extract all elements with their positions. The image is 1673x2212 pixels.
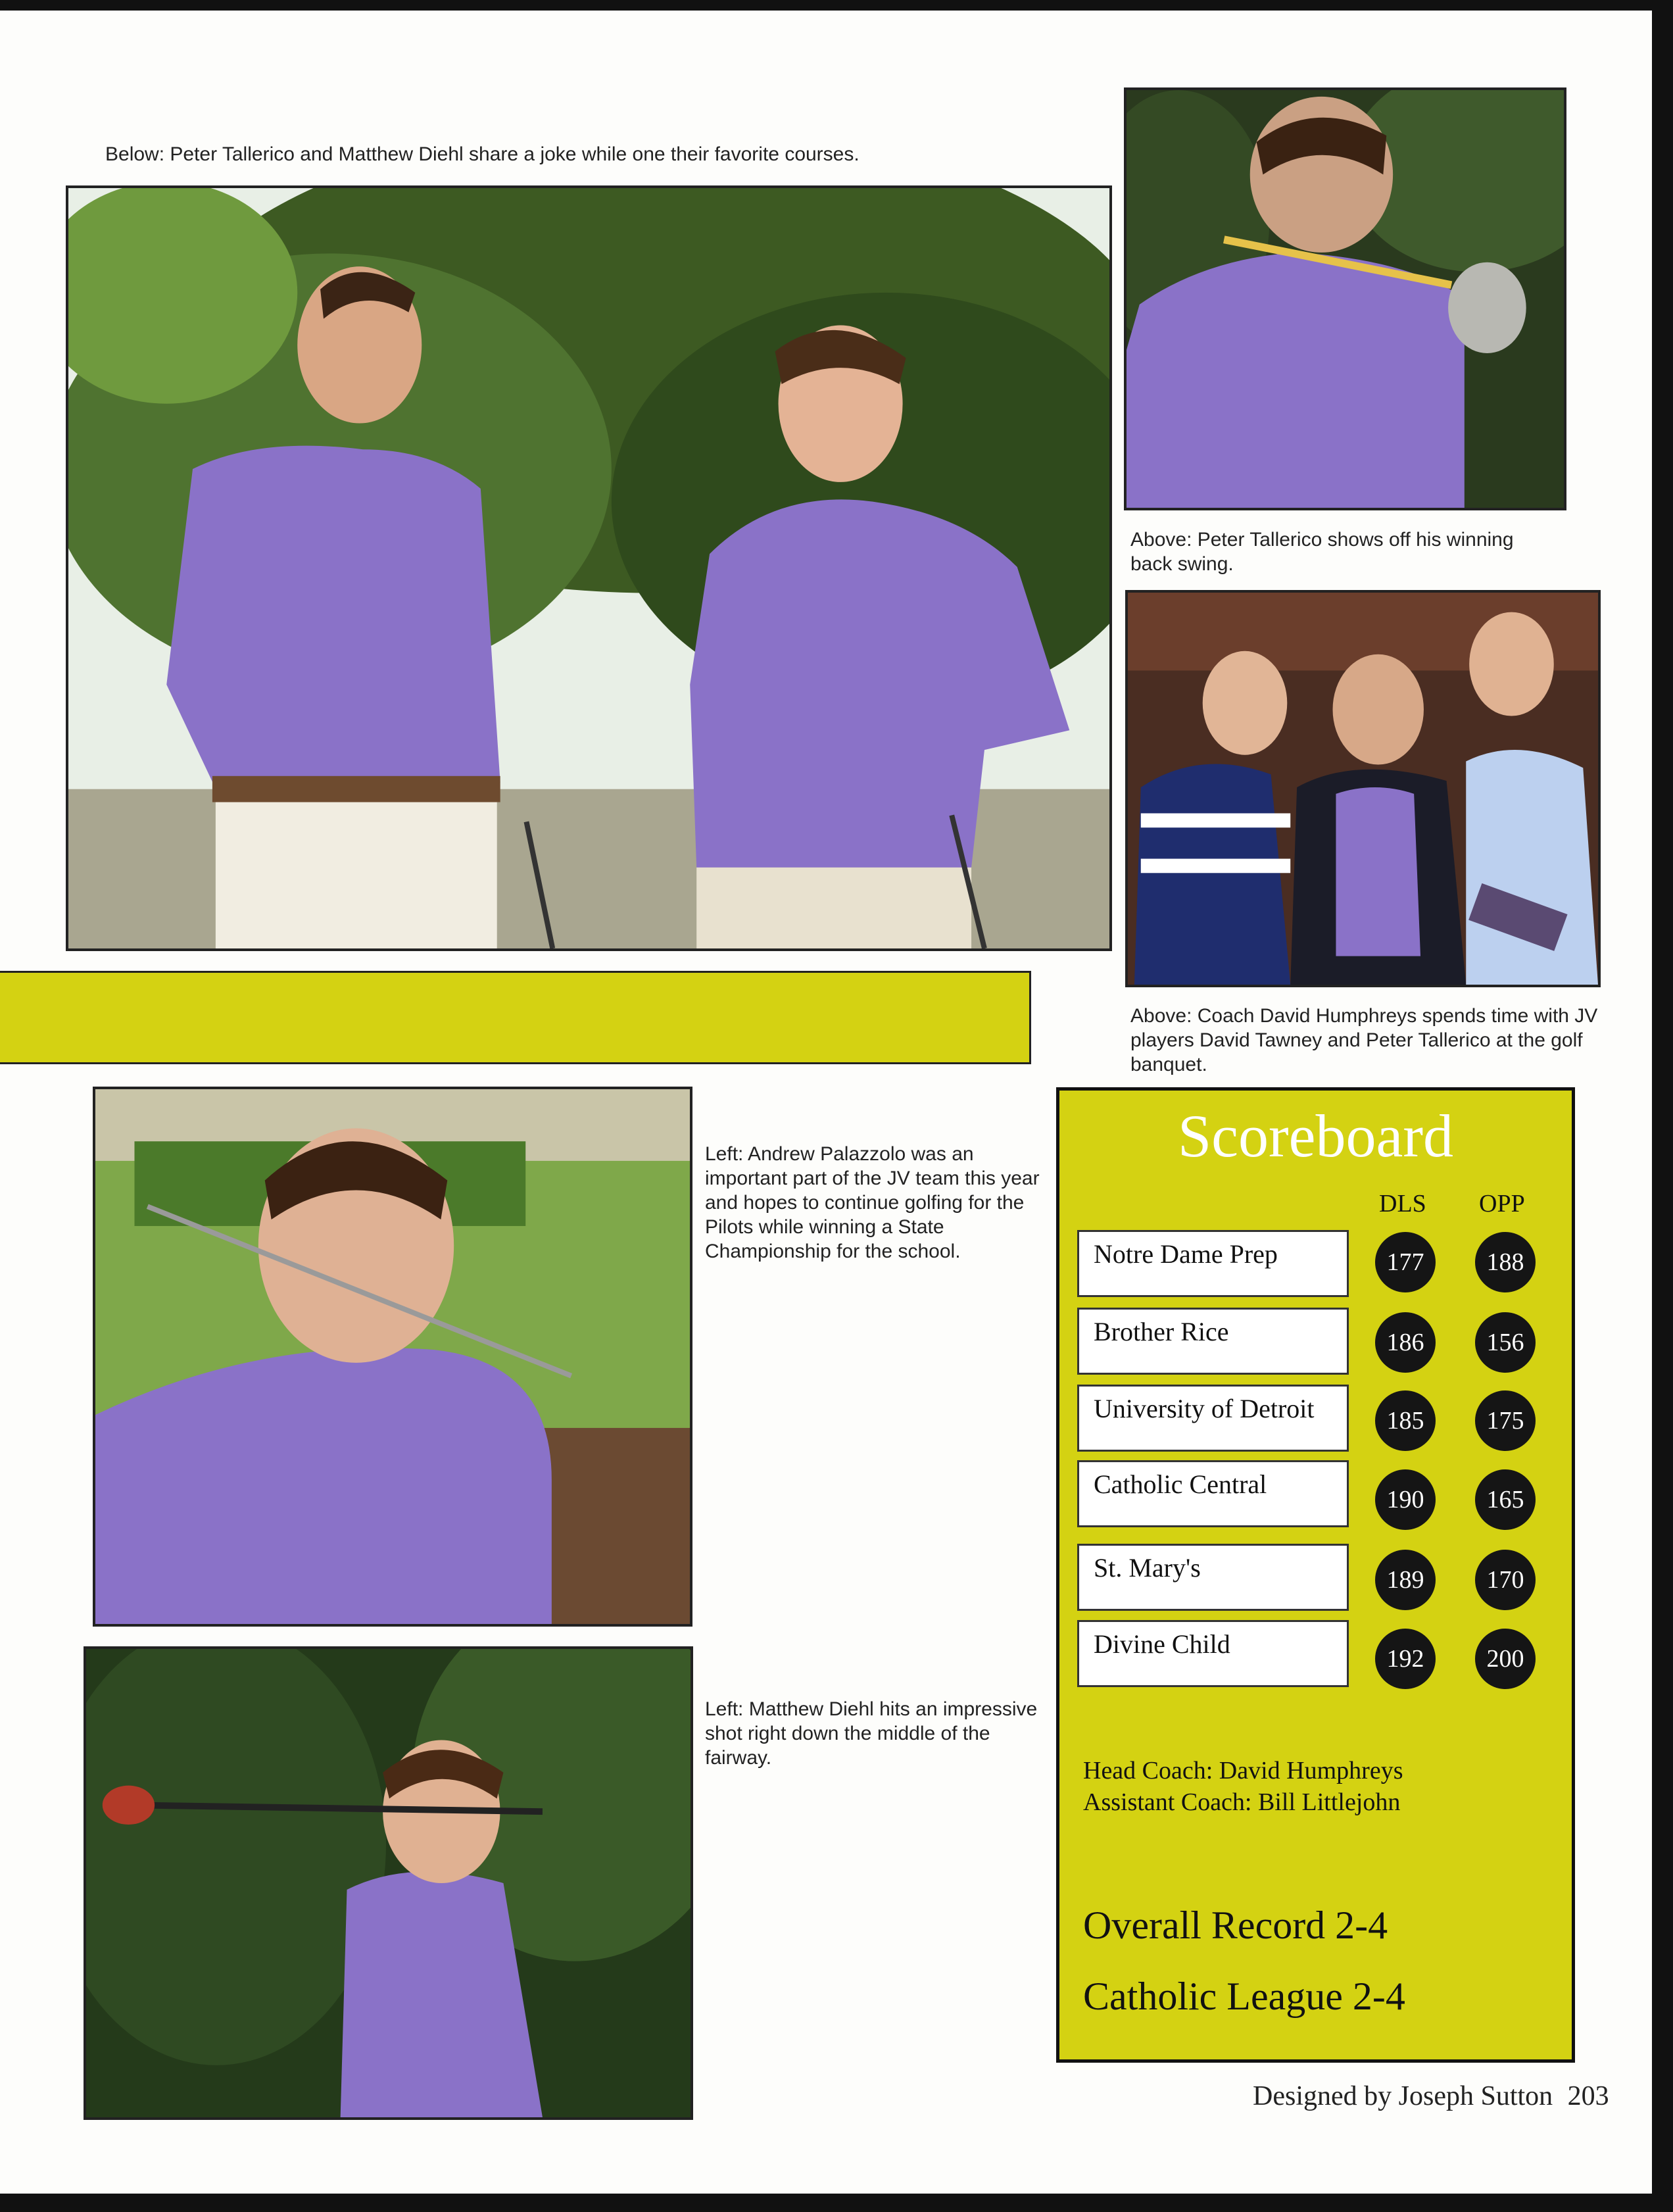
page-border-bottom — [0, 2194, 1673, 2212]
opp-score: 175 — [1475, 1390, 1536, 1451]
caption-matthew-diehl: Left: Matthew Diehl hits an impressive shot right down the middle of the fairway. — [705, 1698, 1038, 1769]
accent-band — [0, 971, 1031, 1064]
column-header-dls: DLS — [1379, 1190, 1426, 1217]
dls-score: 192 — [1375, 1629, 1436, 1689]
opponent-name: Brother Rice — [1077, 1308, 1349, 1375]
page-number: 203 — [1567, 2081, 1609, 2111]
opponent-name: Notre Dame Prep — [1077, 1230, 1349, 1297]
caption-andrew-palazzolo: Left: Andrew Palazzolo was an important part of the JV team this year and hopes to continue golfing for the Pilots while winning a State Championship for the school. — [705, 1143, 1040, 1262]
dls-score: 185 — [1375, 1390, 1436, 1451]
opponent-name: Divine Child — [1077, 1620, 1349, 1687]
page-footer — [1253, 2080, 1609, 2112]
opp-score: 200 — [1475, 1629, 1536, 1689]
overall-record: Overall Record 2-4 — [1083, 1904, 1388, 1947]
league-record: Catholic League 2-4 — [1083, 1975, 1405, 2018]
photo-matthew-diehl — [84, 1646, 693, 2120]
dls-score: 189 — [1375, 1550, 1436, 1610]
photo-two-golfers — [66, 185, 1112, 951]
opponent-name: St. Mary's — [1077, 1544, 1349, 1611]
assistant-coach: Assistant Coach: Bill Littlejohn — [1083, 1788, 1401, 1816]
dls-score: 186 — [1375, 1312, 1436, 1373]
caption-two-golfers: Below: Peter Tallerico and Matthew Diehl share a joke while one their favorite courses. — [105, 143, 860, 165]
head-coach: Head Coach: David Humphreys — [1083, 1757, 1403, 1784]
opponent-name: University of Detroit — [1077, 1385, 1349, 1452]
scoreboard-title: Scoreboard — [1178, 1102, 1453, 1169]
scoreboard-panel — [1056, 1087, 1575, 2063]
photo-back-swing — [1124, 87, 1566, 510]
opp-score: 188 — [1475, 1232, 1536, 1292]
designer-credit: Designed by Joseph Sutton — [1253, 2081, 1553, 2111]
opponent-name: Catholic Central — [1077, 1460, 1349, 1527]
opp-score: 170 — [1475, 1550, 1536, 1610]
dls-score: 177 — [1375, 1232, 1436, 1292]
column-header-opp: OPP — [1479, 1190, 1525, 1217]
dls-score: 190 — [1375, 1469, 1436, 1530]
opp-score: 156 — [1475, 1312, 1536, 1373]
caption-golf-banquet: Above: Coach David Humphreys spends time with JV players David Tawney and Peter Tallerico at the golf banquet. — [1130, 1005, 1598, 1075]
opp-score: 165 — [1475, 1469, 1536, 1530]
page-border-right — [1652, 0, 1673, 2212]
caption-back-swing: Above: Peter Tallerico shows off his winning back swing. — [1130, 529, 1514, 575]
photo-golf-banquet — [1125, 590, 1601, 987]
photo-andrew-palazzolo — [93, 1087, 692, 1627]
page-border-top — [0, 0, 1673, 11]
